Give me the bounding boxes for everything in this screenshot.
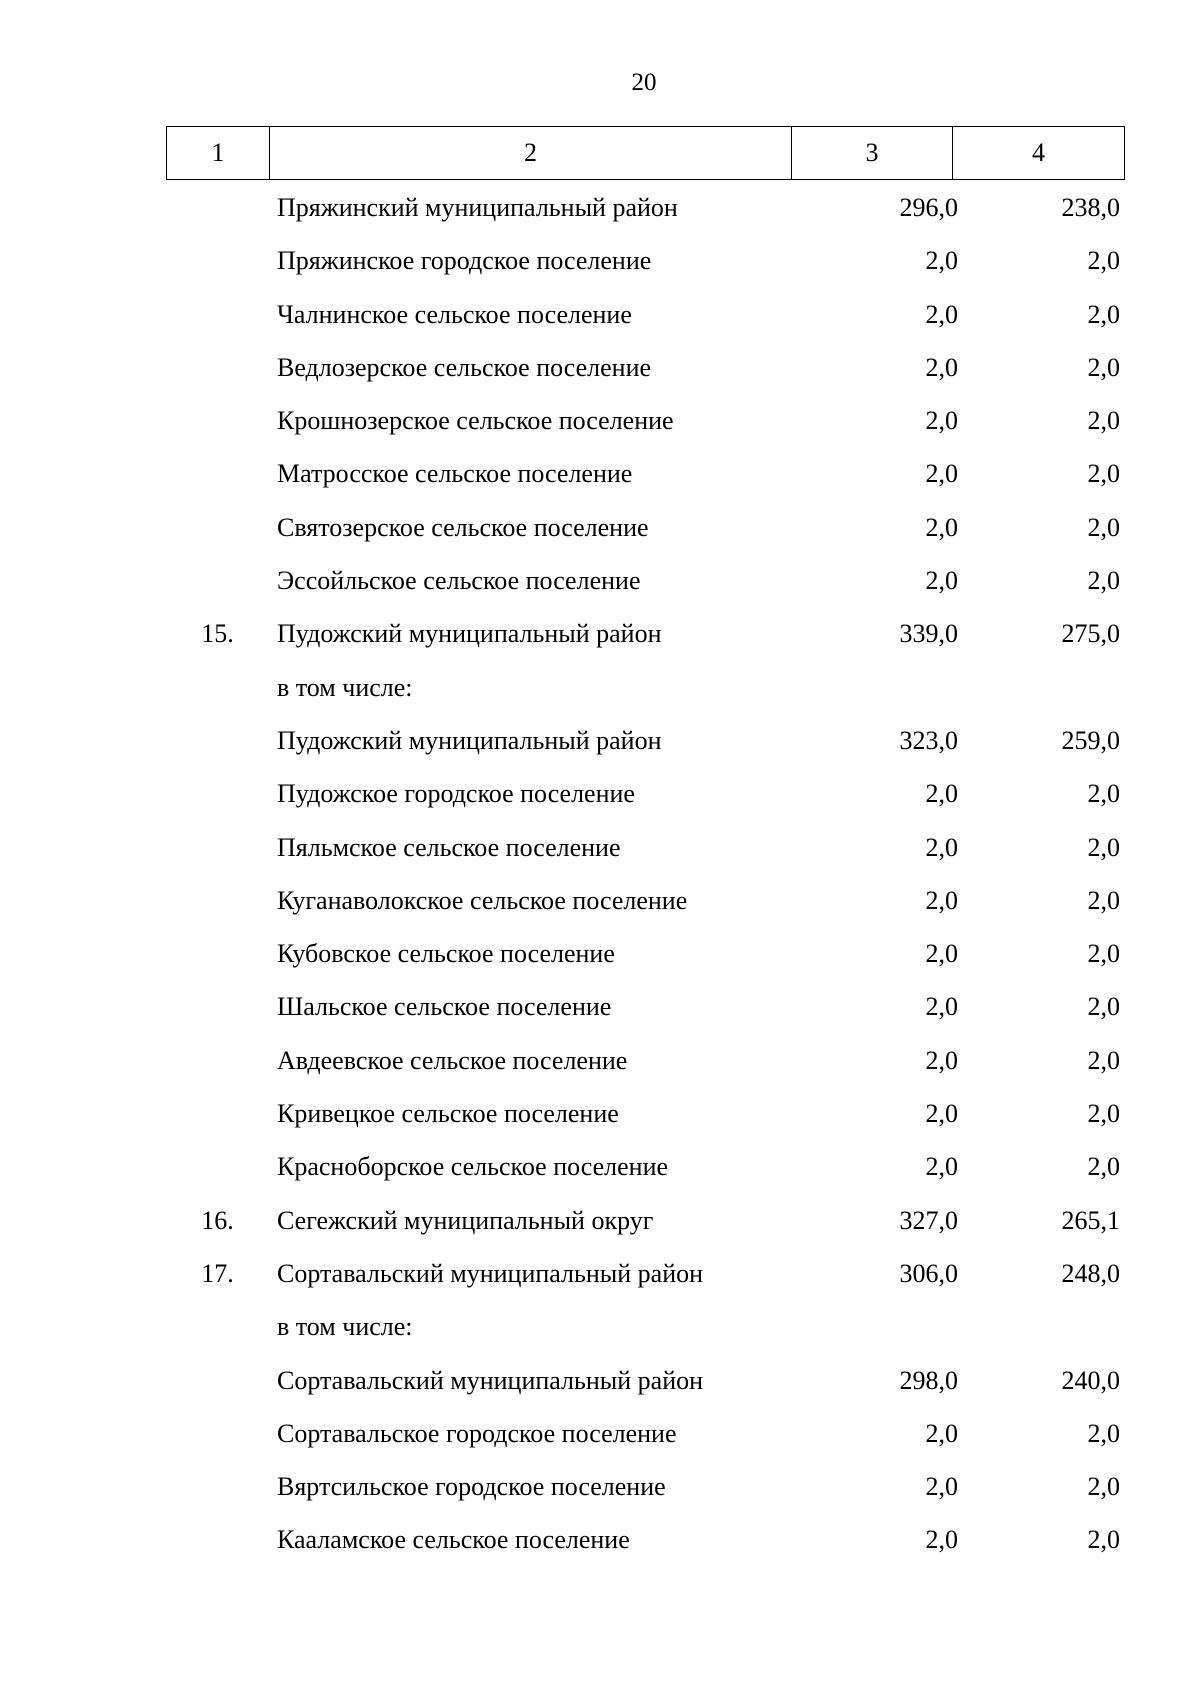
territory-name: Вяртсильское городское поселение bbox=[277, 1472, 666, 1502]
territory-name: Кубовское сельское поселение bbox=[277, 939, 615, 969]
table-row bbox=[166, 1300, 1124, 1353]
territory-name: Сегежский муниципальный округ bbox=[277, 1205, 654, 1235]
territory-name: Сортавальский муниципальный район bbox=[277, 1258, 704, 1288]
territory-name: в том числе: bbox=[277, 1312, 413, 1342]
table-row bbox=[166, 288, 1124, 341]
column-header-2: 2 bbox=[270, 127, 792, 180]
territory-name: Пудожский муниципальный район bbox=[277, 725, 662, 755]
territory-name: в том числе: bbox=[277, 672, 413, 702]
row-number: 16. bbox=[201, 1205, 234, 1235]
value-column-4: 238,0 bbox=[1061, 193, 1120, 222]
value-column-4: 2,0 bbox=[1087, 406, 1120, 436]
value-column-3: 339,0 bbox=[899, 619, 958, 649]
value-column-4: 275,0 bbox=[1061, 619, 1120, 649]
value-column-4: 2,0 bbox=[1087, 939, 1120, 969]
value-column-4: 248,0 bbox=[1061, 1258, 1120, 1288]
value-column-3: 2,0 bbox=[925, 459, 958, 489]
value-column-4: 2,0 bbox=[1087, 992, 1120, 1022]
territory-name: Пяльмское сельское поселение bbox=[277, 832, 621, 862]
table-row bbox=[166, 341, 1124, 394]
value-column-3: 2,0 bbox=[925, 1472, 958, 1502]
value-column-4: 2,0 bbox=[1087, 566, 1120, 596]
table-row bbox=[166, 234, 1124, 287]
value-column-4: 265,1 bbox=[1061, 1205, 1120, 1235]
value-column-3: 2,0 bbox=[925, 939, 958, 969]
table-row bbox=[166, 821, 1124, 874]
value-column-3: 2,0 bbox=[925, 992, 958, 1022]
table-row bbox=[166, 1407, 1124, 1460]
table-row bbox=[166, 1194, 1124, 1247]
value-column-3: 2,0 bbox=[925, 406, 958, 436]
column-header-1: 1 bbox=[167, 127, 270, 180]
territory-name: Ведлозерское сельское поселение bbox=[277, 352, 652, 382]
territory-name: Кривецкое сельское поселение bbox=[277, 1099, 619, 1129]
value-column-3: 2,0 bbox=[925, 1045, 958, 1075]
value-column-4: 2,0 bbox=[1087, 352, 1120, 382]
value-column-4: 2,0 bbox=[1087, 1045, 1120, 1075]
territory-name: Чалнинское сельское поселение bbox=[277, 299, 632, 329]
value-column-4: 2,0 bbox=[1087, 1099, 1120, 1129]
page-number: 20 bbox=[631, 69, 657, 96]
value-column-4: 2,0 bbox=[1087, 299, 1120, 329]
value-column-3: 323,0 bbox=[899, 725, 958, 755]
value-column-4: 2,0 bbox=[1087, 885, 1120, 915]
value-column-4: 2,0 bbox=[1087, 512, 1120, 542]
row-number: 15. bbox=[201, 619, 234, 649]
value-column-3: 2,0 bbox=[925, 246, 958, 276]
value-column-3: 2,0 bbox=[925, 779, 958, 809]
territory-name: Матросское сельское поселение bbox=[277, 459, 633, 489]
value-column-4: 2,0 bbox=[1087, 1472, 1120, 1502]
table-row bbox=[166, 767, 1124, 820]
table-row bbox=[166, 874, 1124, 927]
territory-name: Пряжинское городское поселение bbox=[277, 246, 652, 276]
value-column-3: 306,0 bbox=[899, 1258, 958, 1288]
table-row bbox=[166, 714, 1124, 767]
table-row bbox=[166, 1513, 1124, 1566]
row-number: 17. bbox=[201, 1258, 234, 1288]
value-column-3: 2,0 bbox=[925, 512, 958, 542]
territory-name: Пудожский муниципальный район bbox=[277, 619, 662, 649]
table-row bbox=[166, 607, 1124, 660]
table-row bbox=[166, 447, 1124, 500]
value-column-4: 240,0 bbox=[1061, 1365, 1120, 1395]
table-row bbox=[166, 1087, 1124, 1140]
value-column-4: 2,0 bbox=[1087, 1418, 1120, 1448]
territory-name: Сортавальский муниципальный район bbox=[277, 1365, 704, 1395]
value-column-3: 2,0 bbox=[925, 832, 958, 862]
value-column-4: 2,0 bbox=[1087, 459, 1120, 489]
territory-name: Куганаволокское сельское поселение bbox=[277, 885, 688, 915]
territory-name: Кааламское сельское поселение bbox=[277, 1525, 630, 1555]
territory-name: Авдеевское сельское поселение bbox=[277, 1045, 628, 1075]
value-column-4: 2,0 bbox=[1087, 1525, 1120, 1555]
territory-name: Красноборское сельское поселение bbox=[277, 1152, 669, 1182]
value-column-3: 298,0 bbox=[899, 1365, 958, 1395]
territory-name: Сортавальское городское поселение bbox=[277, 1418, 677, 1448]
value-column-3: 2,0 bbox=[925, 885, 958, 915]
table-row bbox=[166, 1247, 1124, 1300]
value-column-4: 2,0 bbox=[1087, 1152, 1120, 1182]
table-row bbox=[166, 554, 1124, 607]
header-row bbox=[167, 127, 1125, 180]
table-body bbox=[166, 181, 1124, 1567]
table-row bbox=[166, 927, 1124, 980]
column-header-3: 3 bbox=[792, 127, 953, 180]
table-row bbox=[166, 1034, 1124, 1087]
value-column-3: 2,0 bbox=[925, 352, 958, 382]
value-column-4: 2,0 bbox=[1087, 779, 1120, 809]
table-row bbox=[166, 1354, 1124, 1407]
territory-name: Эссойльское сельское поселение bbox=[277, 566, 641, 596]
value-column-3: 2,0 bbox=[925, 299, 958, 329]
table-row bbox=[166, 1140, 1124, 1193]
table-row bbox=[166, 501, 1124, 554]
value-column-4: 2,0 bbox=[1087, 832, 1120, 862]
table-row bbox=[166, 394, 1124, 447]
value-column-3: 2,0 bbox=[925, 1099, 958, 1129]
column-header-4: 4 bbox=[953, 127, 1125, 180]
value-column-4: 259,0 bbox=[1061, 725, 1120, 755]
table-row bbox=[166, 1460, 1124, 1513]
value-column-3: 327,0 bbox=[899, 1205, 958, 1235]
value-column-3: 2,0 bbox=[925, 1525, 958, 1555]
table-row bbox=[166, 980, 1124, 1033]
territory-name: Крошнозерское сельское поселение bbox=[277, 406, 674, 436]
table-header bbox=[166, 126, 1125, 180]
territory-name: Пряжинский муниципальный район bbox=[277, 193, 678, 222]
table-row bbox=[166, 181, 1124, 234]
territory-name: Святозерское сельское поселение bbox=[277, 512, 649, 542]
value-column-3: 2,0 bbox=[925, 1418, 958, 1448]
value-column-3: 2,0 bbox=[925, 566, 958, 596]
value-column-3: 2,0 bbox=[925, 1152, 958, 1182]
territory-name: Пудожское городское поселение bbox=[277, 779, 635, 809]
territory-name: Шальское сельское поселение bbox=[277, 992, 612, 1022]
value-column-4: 2,0 bbox=[1087, 246, 1120, 276]
value-column-3: 296,0 bbox=[899, 193, 958, 222]
table-row bbox=[166, 661, 1124, 714]
